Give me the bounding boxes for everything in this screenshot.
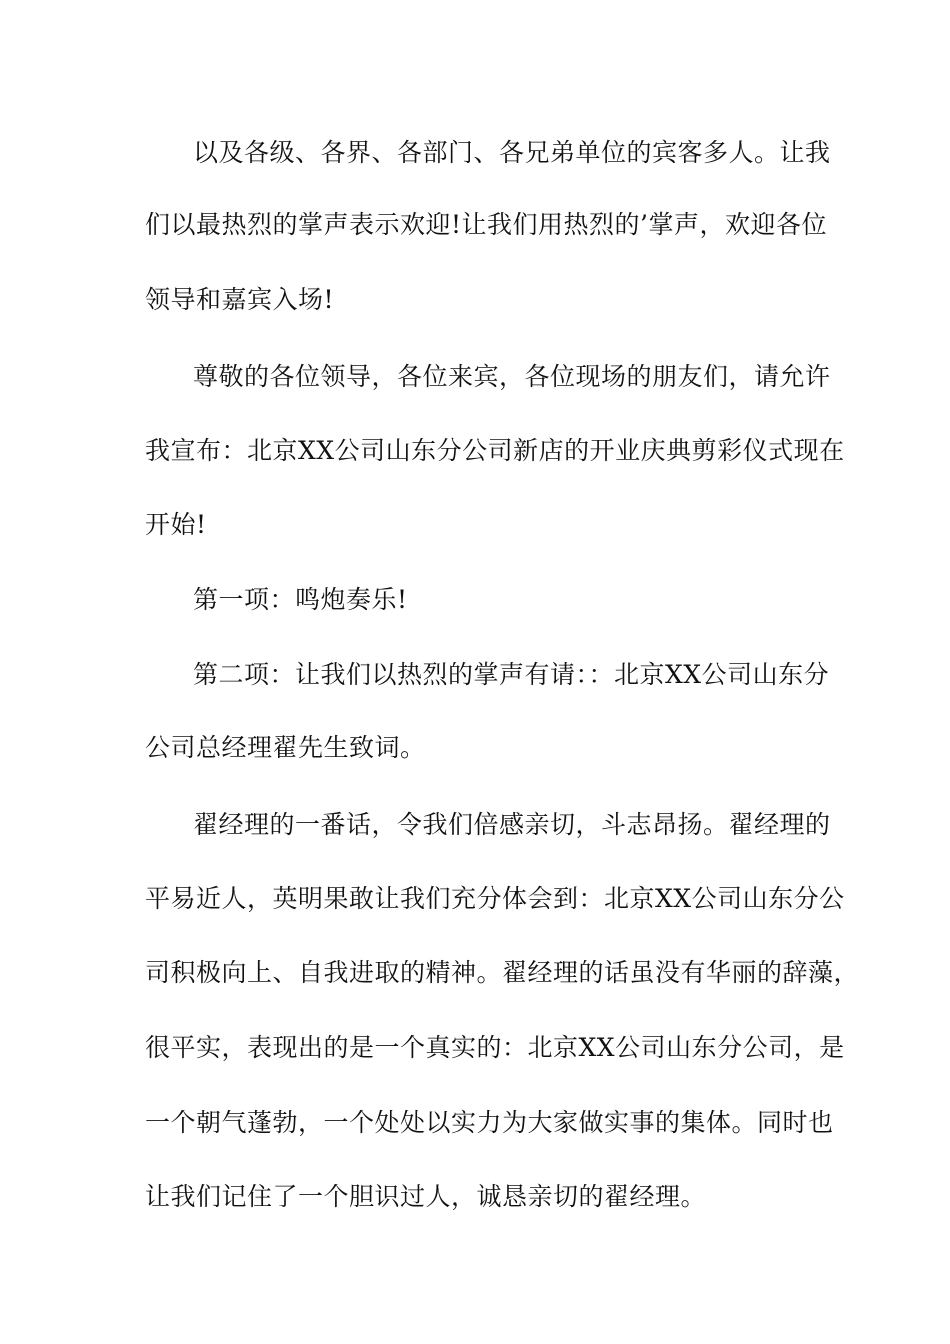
paragraph-5-line-3: 司积极向上、自我进取的精神。翟经理的话虽没有华丽的辞藻， [145, 958, 860, 987]
paragraph-5-line-5: 一个朝气蓬勃，一个处处以实力为大家做实事的集体。同时也 [145, 1108, 834, 1137]
paragraph-4-line-1: 第二项：让我们以热烈的掌声有请：：北京XX公司山东分 [193, 660, 830, 689]
paragraph-1-line-2: 们以最热烈的掌声表示欢迎!让我们用热烈的’掌声，欢迎各位 [145, 210, 827, 239]
paragraph-1-line-1: 以及各级、各界、各部门、各兄弟单位的宾客多人。让我 [193, 138, 831, 167]
paragraph-2-line-2: 我宣布：北京XX公司山东分公司新店的开业庆典剪彩仪式现在 [145, 436, 845, 465]
paragraph-2-line-3: 开始! [145, 510, 207, 539]
paragraph-5-line-4: 很平实，表现出的是一个真实的：北京XX公司山东分公司，是 [145, 1033, 845, 1062]
paragraph-5-line-1: 翟经理的一番话，令我们倍感亲切，斗志昂扬。翟经理的 [193, 810, 831, 839]
paragraph-3-line-1: 第一项：鸣炮奏乐! [193, 585, 408, 614]
paragraph-1-line-3: 领导和嘉宾入场! [145, 285, 335, 314]
paragraph-5-line-2: 平易近人，英明果敢让我们充分体会到：北京XX公司山东分公 [145, 884, 845, 913]
paragraph-4-line-2: 公司总经理翟先生致词。 [145, 733, 426, 762]
paragraph-5-line-6: 让我们记住了一个胆识过人，诚恳亲切的翟经理。 [145, 1182, 707, 1211]
paragraph-2-line-1: 尊敬的各位领导，各位来宾，各位现场的朋友们，请允许 [193, 362, 831, 391]
